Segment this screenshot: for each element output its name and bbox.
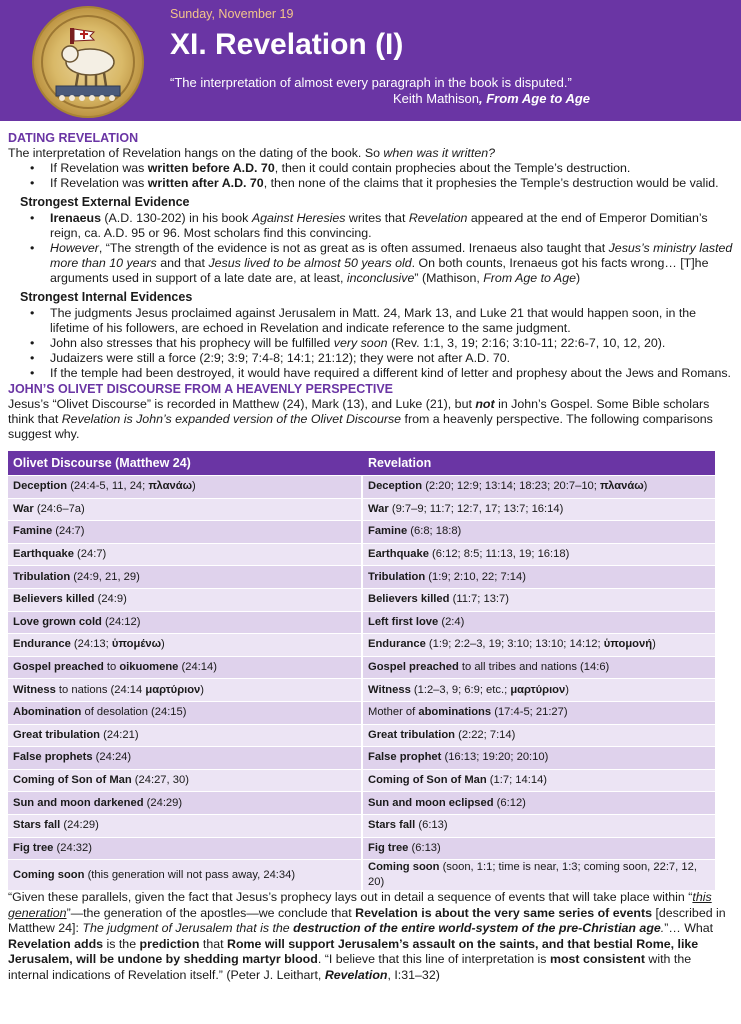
cell-bold: False prophets	[13, 751, 93, 764]
table-row	[8, 725, 715, 748]
table-row	[8, 589, 715, 612]
revelation-cell	[363, 521, 715, 544]
cell-bold: Tribulation	[368, 570, 426, 583]
cell-bold: Earthquake	[368, 548, 429, 561]
revelation-cell	[363, 770, 715, 793]
conclusion-em: .	[660, 921, 665, 935]
cell-bold: Deception	[368, 480, 423, 493]
bullet-text: and that	[156, 256, 209, 270]
header-quote	[170, 75, 590, 107]
bullet-em: very soon	[333, 336, 388, 350]
cell-text: )	[161, 638, 165, 651]
cell-bold: Fig tree	[368, 841, 409, 854]
bullet-bold: written before A.D. 70	[147, 161, 275, 175]
cell-text: )	[565, 683, 569, 696]
bullet-em: From Age to Age	[483, 271, 576, 285]
bullet-text: )	[575, 271, 581, 285]
revelation-cell	[363, 544, 715, 567]
cell-bold: Gospel preached	[368, 661, 459, 674]
cell-bold: Abomination	[13, 706, 82, 719]
cell-bold: Sun and moon eclipsed	[368, 796, 494, 809]
revelation-cell	[363, 747, 715, 770]
olivet-intro-text: in John’s Gospel. Some Bible scholars think that	[8, 397, 710, 426]
cell-bold: Coming soon	[368, 861, 440, 874]
revelation-cell	[363, 612, 715, 635]
cell-text: (6:8; 18:8)	[407, 525, 462, 538]
bullet-text: writes that	[345, 211, 409, 225]
table-header-row	[8, 451, 715, 476]
cell-text: (24:29)	[143, 796, 183, 809]
conclusion-bold: Revelation is about the very same series of events	[355, 905, 652, 920]
conclusion-text: ”… What	[664, 921, 714, 935]
table-row	[8, 566, 715, 589]
cell-text: to nations (24:14	[55, 683, 146, 696]
olivet-cell	[8, 521, 363, 544]
cell-text: (11:7; 13:7)	[449, 593, 509, 606]
olivet-cell	[8, 725, 363, 748]
cell-text: (24:14)	[178, 661, 217, 674]
greek-term: μαρτύριον	[145, 683, 201, 696]
cell-bold: War	[13, 502, 34, 515]
greek-term: ὑπομονή	[603, 638, 653, 651]
olivet-cell	[8, 815, 363, 838]
conclusion-bold: prediction	[139, 936, 200, 951]
cell-text: (6:13)	[408, 841, 441, 854]
cell-text: (17:4-5; 21:27)	[491, 706, 568, 719]
quote-text: “The interpretation of almost every paragraph in the book is disputed.”	[170, 75, 572, 90]
list-item	[8, 351, 734, 366]
cell-text: (soon, 1:1; time is near, 1:3; coming soon, 22:7, 12, 20)	[368, 861, 697, 889]
cell-bold: Great tribulation	[13, 728, 101, 741]
bullet-text: (A.D. 130-202) in his book	[100, 211, 252, 225]
cell-text: (24:7)	[73, 548, 107, 561]
bullet-text: , then none of the claims that it prophesies the Temple’s destruction would be valid.	[263, 176, 719, 190]
cell-bold: Witness	[368, 683, 411, 696]
greek-term: πλανάω	[600, 480, 644, 493]
cell-text: to all tribes and nations (14:6)	[458, 661, 610, 674]
cell-bold: Endurance	[13, 638, 71, 651]
cell-text: (24:32)	[53, 841, 92, 854]
list-item	[8, 336, 734, 351]
olivet-heading: JOHN’S OLIVET DISCOURSE FROM A HEAVENLY PERSPECTIVE	[8, 382, 394, 396]
column-header-revelation: Revelation	[363, 451, 715, 476]
olivet-cell	[8, 747, 363, 770]
dating-heading: DATING REVELATION	[8, 131, 139, 145]
cell-bold: Coming soon	[13, 868, 85, 881]
bullet-text: . On both counts, Irenaeus got his facts wrong… [T]he arguments used in support of a late date are, at least,	[50, 256, 709, 285]
cell-bold: Love grown cold	[13, 615, 102, 628]
cell-text: (6:12)	[493, 796, 526, 809]
cell-text: (24:7)	[52, 525, 85, 538]
table-row	[8, 792, 715, 815]
cell-text: (16:13; 19:20; 20:10)	[441, 751, 549, 764]
cell-text: (2:22; 7:14)	[455, 728, 516, 741]
bullet-em: Against Heresies	[251, 211, 346, 225]
greek-term: ὑπομένω	[111, 638, 162, 651]
quote-attribution	[170, 91, 590, 107]
cell-text: (24:21)	[100, 728, 139, 741]
conclusion-bold-em: Revelation	[324, 967, 388, 982]
table-row	[8, 476, 715, 499]
olivet-cell	[8, 612, 363, 635]
olivet-cell	[8, 589, 363, 612]
list-item	[8, 306, 734, 336]
cell-text: )	[652, 638, 656, 651]
olivet-cell	[8, 476, 363, 499]
cell-text: (24:4-5, 11, 24;	[67, 480, 149, 493]
bullet-bold: written after A.D. 70	[147, 176, 264, 190]
olivet-intro-text: Jesus’s “Olivet Discourse” is recorded in Matthew (24), Mark (13), and Luke (21), but	[8, 397, 476, 411]
bullet-em: However	[50, 241, 99, 255]
dating-intro-text: The interpretation of Revelation hangs on the dating of the book. So	[8, 146, 384, 160]
external-evidence-heading: Strongest External Evidence	[20, 195, 190, 209]
cell-text: (24:13;	[70, 638, 112, 651]
cell-text: (1:7; 14:14)	[486, 774, 548, 787]
table-row	[8, 521, 715, 544]
quote-author: Keith Mathison	[393, 91, 480, 106]
olivet-cell	[8, 679, 363, 702]
table-row	[8, 860, 715, 891]
cell-text: (this generation will not pass away, 24:34)	[84, 868, 296, 881]
bullet-em: Jesus’s ministry lasted more than 10 years	[50, 241, 733, 270]
column-header-olivet: Olivet Discourse (Matthew 24)	[8, 451, 363, 476]
dating-intro-question: when was it written?	[383, 146, 495, 160]
bullet-text: If Revelation was	[50, 161, 148, 175]
header-banner	[0, 0, 741, 121]
cell-bold: Great tribulation	[368, 728, 456, 741]
page-title: XI. Revelation (I)	[170, 28, 404, 61]
cell-bold: abominations	[418, 706, 492, 719]
list-item	[8, 161, 734, 176]
table-row	[8, 702, 715, 725]
olivet-cell	[8, 702, 363, 725]
greek-term: μαρτύριον	[510, 683, 566, 696]
cell-text: (24:6–7a)	[33, 502, 85, 515]
cell-bold: Witness	[13, 683, 56, 696]
dating-intro	[8, 146, 734, 161]
cell-text: (24:24)	[92, 751, 132, 764]
revelation-cell	[363, 476, 715, 499]
quote-source: , From Age to Age	[479, 91, 590, 106]
olivet-cell	[8, 566, 363, 589]
revelation-cell	[363, 702, 715, 725]
table-row	[8, 612, 715, 635]
cell-bold: Famine	[368, 525, 408, 538]
bullet-text: If the temple had been destroyed, it would have required a different kind of letter and prophesy about the Jews and Romans.	[50, 366, 731, 380]
bullet-em: Revelation	[408, 211, 468, 225]
cell-text: (24:12)	[101, 615, 141, 628]
cell-text: (1:9; 2:10, 22; 7:14)	[425, 570, 526, 583]
bullet-text: appeared at the end of Emperor Domitian’s reign, ca. A.D. 95 or 96. Most scholars find this convincing.	[50, 211, 708, 240]
bullet-text: , “The strength of the evidence is not as great as is often assumed. Irenaeus also taught that	[98, 241, 609, 255]
cell-text: to	[103, 661, 120, 674]
bullet-text: John also stresses that his prophecy will be fulfilled	[50, 336, 334, 350]
revelation-cell	[363, 838, 715, 861]
conclusion-text: “Given these parallels, given the fact that Jesus’s prophecy lays out in detail a sequence of events that will take place within “	[8, 890, 693, 904]
cell-bold: Coming of Son of Man	[13, 774, 132, 787]
main-content	[8, 131, 734, 442]
cell-text: Mother of	[368, 706, 419, 719]
cell-bold: False prophet	[368, 751, 442, 764]
cell-text: (2:4)	[438, 615, 465, 628]
bullet-text: ” (Mathison,	[414, 271, 484, 285]
olivet-cell	[8, 634, 363, 657]
internal-evidence-list	[8, 306, 734, 381]
revelation-cell	[363, 657, 715, 680]
cell-text: (24:29)	[60, 819, 99, 832]
olivet-intro-text: from a heavenly perspective. The following comparisons suggest why.	[8, 412, 713, 441]
table-row	[8, 679, 715, 702]
lamb-emblem-icon	[32, 6, 144, 118]
cell-bold: Fig tree	[13, 841, 54, 854]
olivet-cell	[8, 657, 363, 680]
conclusion-bold-em: destruction of the entire world-system of the pre-Christian age	[293, 921, 661, 935]
conclusion-em: The judgment of Jerusalem that is the	[82, 921, 294, 935]
internal-evidence-heading: Strongest Internal Evidences	[20, 290, 193, 304]
cell-bold: Deception	[13, 480, 68, 493]
table-row	[8, 544, 715, 567]
olivet-cell	[8, 792, 363, 815]
revelation-cell	[363, 499, 715, 522]
cell-text: (2:20; 12:9; 13:14; 18:23; 20:7–10;	[422, 480, 600, 493]
olivet-intro-not: not	[475, 397, 495, 411]
table-row	[8, 657, 715, 680]
conclusion-text: with the internal indications of Revelation itself.” (Peter J. Leithart,	[8, 952, 692, 982]
cell-text: (1:9; 2:2–3, 19; 3:10; 13:10; 14:12;	[425, 638, 604, 651]
cell-text: (24:9)	[94, 593, 127, 606]
cell-bold: Stars fall	[368, 819, 416, 832]
cell-bold: Believers killed	[368, 593, 450, 606]
list-item	[8, 366, 734, 381]
bullet-text: (Rev. 1:1, 3, 19; 2:16; 3:10-11; 22:6-7, 10, 12, 20).	[387, 336, 666, 350]
table-row	[8, 499, 715, 522]
list-item	[8, 176, 734, 191]
header-date: Sunday, November 19	[170, 7, 294, 21]
conclusion-text: . “I believe that this line of interpretation is	[317, 952, 550, 966]
cell-bold: Earthquake	[13, 548, 74, 561]
bullet-text: The judgments Jesus proclaimed against Jerusalem in Matt. 24, Mark 13, and Luke 21 that would happen soon, in the lifetime of his followers, are echoed in Revelation and indicate reference to the same judgment.	[50, 306, 697, 335]
conclusion-paragraph	[8, 890, 728, 983]
cell-bold: Famine	[13, 525, 53, 538]
cell-bold: Left first love	[368, 615, 439, 628]
table-row	[8, 815, 715, 838]
cell-bold: Tribulation	[13, 570, 71, 583]
olivet-intro	[8, 397, 734, 442]
cell-bold: Believers killed	[13, 593, 95, 606]
cell-text: (1:2–3, 9; 6:9; etc.;	[410, 683, 511, 696]
table-row	[8, 838, 715, 861]
bullet-text: , then it could contain prophecies about the Temple’s destruction.	[274, 161, 631, 175]
cell-bold: oikuomene	[119, 661, 179, 674]
olivet-cell	[8, 838, 363, 861]
conclusion-bold: Rome will support Jerusalem’s assault on the saints, and that bestial Rome, like Jerusalem, will be undone by shedding martyr blood	[8, 936, 699, 966]
conclusion-text: [described in Matthew 24]:	[8, 905, 726, 935]
conclusion-underline: this generation	[8, 890, 712, 920]
list-item	[8, 211, 734, 241]
olivet-cell	[8, 860, 363, 891]
revelation-cell	[363, 589, 715, 612]
revelation-cell	[363, 860, 715, 891]
conclusion-text: ”—the generation of the apostles—we conclude that	[66, 905, 356, 920]
olivet-intro-em: Revelation is John’s expanded version of the Olivet Discourse	[61, 412, 402, 426]
olivet-cell	[8, 544, 363, 567]
revelation-cell	[363, 634, 715, 657]
table-row	[8, 634, 715, 657]
table-row	[8, 770, 715, 793]
comparison-table	[8, 451, 715, 891]
conclusion-text: , I:31–32)	[387, 967, 440, 982]
revelation-cell	[363, 815, 715, 838]
bullet-em: inconclusive	[346, 271, 415, 285]
table-body	[8, 476, 715, 891]
revelation-cell	[363, 725, 715, 748]
cell-text: (9:7–9; 11:7; 12:7, 17; 13:7; 16:14)	[388, 502, 564, 515]
cell-text: (24:27, 30)	[131, 774, 189, 787]
conclusion-bold: most consistent	[549, 952, 645, 966]
cell-bold: Coming of Son of Man	[368, 774, 487, 787]
cell-text: )	[192, 480, 196, 493]
revelation-cell	[363, 792, 715, 815]
cell-bold: Sun and moon darkened	[13, 796, 144, 809]
revelation-cell	[363, 566, 715, 589]
cell-bold: Stars fall	[13, 819, 61, 832]
cell-text: )	[200, 683, 205, 696]
bullet-text: Judaizers were still a force (2:9; 3:9; 7:4-8; 14:1; 21:12); they were not after A.D. 70.	[50, 351, 511, 365]
bullet-text: If Revelation was	[50, 176, 148, 190]
olivet-cell	[8, 499, 363, 522]
dating-bullets	[8, 161, 734, 191]
cell-text: (6:12; 8:5; 11:13, 19; 16:18)	[428, 548, 570, 561]
cell-bold: War	[368, 502, 389, 515]
cell-bold: Endurance	[368, 638, 426, 651]
olivet-cell	[8, 770, 363, 793]
revelation-cell	[363, 679, 715, 702]
conclusion-text: that	[199, 936, 227, 951]
conclusion-text: is the	[103, 936, 140, 951]
table-row	[8, 747, 715, 770]
cell-text: (6:13)	[415, 819, 448, 832]
bullet-em: Jesus lived to be almost 50 years old	[208, 256, 412, 270]
cell-bold: Gospel preached	[13, 661, 104, 674]
conclusion-bold: Revelation adds	[8, 936, 104, 951]
bullet-bold: Irenaeus	[50, 211, 101, 225]
cell-text: of desolation (24:15)	[81, 706, 187, 719]
greek-term: πλανάω	[148, 480, 193, 493]
list-item	[8, 241, 734, 286]
cell-text: (24:9, 21, 29)	[70, 570, 140, 583]
cell-text: )	[643, 480, 648, 493]
external-evidence-list	[8, 211, 734, 286]
